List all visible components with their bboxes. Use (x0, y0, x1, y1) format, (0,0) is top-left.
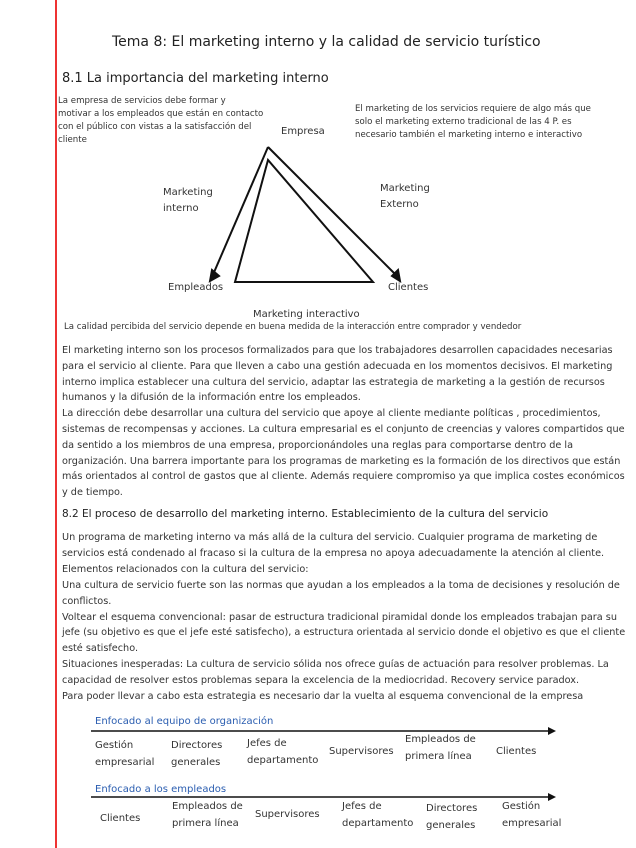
item-line: Jefes de (247, 738, 287, 749)
note-line: motivar a los empleados que están en contacto (58, 109, 264, 119)
note-line: con el público con vistas a la satisfacción del (58, 122, 252, 132)
section-heading-1: 8.1 La importancia del marketing interno (62, 71, 329, 86)
node-clientes: Clientes (388, 282, 429, 293)
scheme2-item (172, 798, 243, 832)
item-line: Directores (426, 803, 478, 814)
scheme1-arrow-head (548, 727, 556, 735)
scheme2-item (100, 810, 140, 827)
scheme2-item (342, 798, 413, 832)
label-line: interno (163, 203, 199, 214)
text-line: conflictos. (62, 595, 112, 607)
scheme1-item (329, 743, 394, 760)
scheme1-item (95, 737, 154, 771)
text-line: interno implica establecer una cultura del servicio, adaptar las estrategia de marketing a la gestión de recursos (62, 376, 605, 388)
label-line: Marketing (380, 183, 430, 194)
item-line: Supervisores (329, 746, 394, 757)
scheme1-item (247, 735, 318, 769)
scheme1-heading: Enfocado al equipo de organización (95, 716, 274, 727)
item-line: Gestión (502, 801, 541, 812)
text-line: sistemas de recompensas y acciones. La cultura empresarial es el conjunto de creencias y valores compartidos que (62, 423, 625, 435)
scheme2-heading: Enfocado a los empleados (95, 784, 227, 795)
note-line: cliente (58, 135, 87, 145)
scheme1-item (405, 731, 476, 765)
item-line: primera línea (172, 818, 239, 829)
item-line: departamento (247, 755, 319, 766)
diagram-caption: La calidad percibida del servicio depende en buena medida de la interacción entre comprador y vendedor (64, 322, 522, 332)
text-line: humanos y la difusión de la información entre los empleados. (62, 392, 361, 404)
text-line: jefe (su objetivo es que el jefe esté satisfecho), a estructura orientada al servicio donde el objetivo es que el cliente (62, 627, 626, 639)
item-line: empresarial (95, 757, 155, 768)
item-line: primera línea (405, 751, 472, 762)
text-line: La dirección debe desarrollar una cultura del servicio que apoye al cliente mediante políticas , procedimientos, (62, 408, 601, 420)
text-line: capacidad de resolver estos problemas separa la excelencia de la mediocridad. Recovery service paradox. (62, 675, 580, 687)
scheme2-item (426, 800, 477, 834)
text-line: Un programa de marketing interno va más allá de la cultura del servicio. Cualquier programa de marketing de (62, 532, 598, 543)
text-line: servicios está condenado al fracaso si la cultura de la empresa no apoya adecuadamente la atención al cliente. (62, 547, 605, 559)
note-line: solo el marketing externo tradicional de las 4 P. es (355, 117, 572, 127)
item-line: empresarial (502, 818, 562, 829)
text-line: Para poder llevar a cabo esta estrategia es necesario dar la vuelta al esquema convencional de la empresa (62, 691, 584, 703)
item-line: Clientes (496, 746, 537, 757)
item-line: generales (426, 820, 476, 831)
item-line: Jefes de (342, 801, 382, 812)
node-empleados: Empleados (168, 282, 224, 293)
text-line: esté satisfecho. (62, 643, 139, 655)
text-line: Elementos relacionados con la cultura del servicio: (62, 563, 309, 575)
scheme1-item (171, 737, 222, 771)
scheme2-item (255, 806, 320, 823)
item-line: Supervisores (255, 809, 320, 820)
page-title: Tema 8: El marketing interno y la calidad de servicio turístico (112, 34, 541, 50)
item-line: generales (171, 757, 221, 768)
label-line: Externo (380, 199, 419, 210)
item-line: Gestión (95, 740, 134, 751)
text-line: y de tiempo. (62, 487, 123, 499)
label-line: Marketing (163, 187, 213, 198)
text-line: Voltear el esquema convencional: pasar de estructura tradicional piramidal donde los empleados trabajan para su (62, 611, 617, 623)
item-line: Clientes (100, 813, 141, 824)
label-marketing-interactivo: Marketing interactivo (253, 309, 360, 320)
scheme2-item (502, 798, 561, 832)
node-empresa: Empresa (281, 126, 325, 137)
note-line: La empresa de servicios debe formar y (58, 96, 226, 106)
text-line: Situaciones inesperadas: La cultura de servicio sólida nos ofrece guías de actuación para resolver problemas. La (62, 659, 609, 671)
text-line: El marketing interno son los procesos formalizados para que los trabajadores desarrollen capacidades necesarias (62, 345, 613, 356)
item-line: departamento (342, 818, 414, 829)
text-line: organización. Una barrera importante para los programas de marketing es la formación de los directivos que están (62, 455, 621, 467)
text-line: más orientados al control de gastos que al cliente. Además requiere compromiso ya que implica costes económicos (62, 471, 625, 483)
scheme1-item (496, 743, 536, 760)
item-line: Empleados de (172, 801, 243, 812)
note-line: El marketing de los servicios requiere de algo más que (355, 104, 591, 114)
item-line: Empleados de (405, 734, 476, 745)
text-line: para el servicio al cliente. Para que lleven a cabo una gestión adecuada en los momentos decisivos. El marketing (62, 360, 613, 372)
text-line: Una cultura de servicio fuerte son las normas que ayudan a los empleados a la toma de decisiones y resolución de (62, 579, 620, 591)
note-line: necesario también el marketing interno e interactivo (355, 130, 583, 140)
item-line: Directores (171, 740, 223, 751)
text-line: da sentido a los miembros de una empresa, proporcionándoles una reglas para comportarse dentro de la (62, 439, 574, 451)
section-heading-2: 8.2 El proceso de desarrollo del marketing interno. Establecimiento de la cultura del servicio (62, 508, 549, 520)
